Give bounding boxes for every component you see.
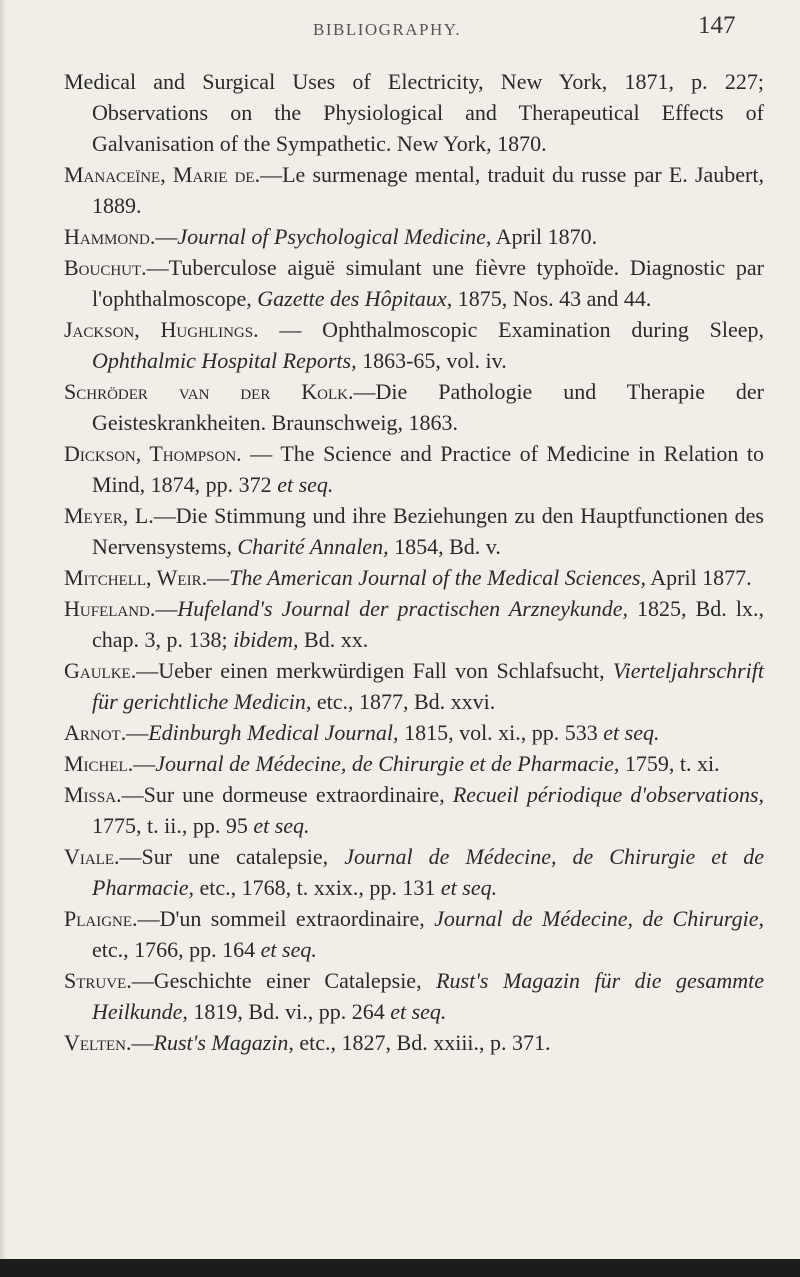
entry-title: Rust's Magazin,	[153, 1030, 294, 1055]
entry-text: etc., 1768, t. xxix., pp. 131	[194, 875, 441, 900]
page-edge-shadow	[0, 0, 6, 1277]
entry-author: Plaigne.	[64, 906, 138, 931]
entry-author: Mitchell, Weir.	[64, 565, 208, 590]
bibliography-entry	[64, 965, 764, 1027]
entry-text: —	[207, 565, 230, 590]
entry-author: Struve.	[64, 968, 132, 993]
entry-text: — The Science and Practice of Medicine in Relation to Mind, 1874, pp. 372	[92, 441, 764, 497]
entry-text: —Die Stimmung und ihre Beziehungen zu den Hauptfunctionen des Nervensystems,	[92, 503, 764, 559]
entry-author: Bouchut.	[64, 255, 147, 280]
entry-text: etc., 1877, Bd. xxvi.	[311, 689, 496, 714]
entry-text: —Le surmenage mental, traduit du russe par E. Jaubert, 1889.	[92, 162, 764, 218]
entry-text: 1854, Bd. v.	[388, 534, 501, 559]
entry-title: Journal de Médecine, de Chirurgie,	[434, 906, 764, 931]
bibliography-entry	[64, 841, 764, 903]
entry-title: Journal of Psychological Medicine,	[177, 224, 492, 249]
bibliography-entry	[64, 500, 764, 562]
entry-text: 1863-65, vol. iv.	[356, 348, 507, 373]
entry-text: etc., 1827, Bd. xxiii., p. 371.	[293, 1030, 551, 1055]
entry-title: Journal de Médecine, de Chirurgie et de Pharmacie,	[155, 751, 620, 776]
bibliography-entry	[64, 376, 764, 438]
entry-text: —Ueber einen merkwürdigen Fall von Schlafsucht,	[136, 658, 613, 683]
entry-author: Arnot.	[64, 720, 127, 745]
bibliography-entry	[64, 717, 764, 748]
entry-title: ibidem,	[233, 627, 299, 652]
entry-text: 1815, vol. xi., pp. 533	[398, 720, 604, 745]
bibliography-entry	[64, 903, 764, 965]
entry-title: Hufeland's Journal der practischen Arzneykunde,	[177, 596, 628, 621]
entry-title: et seq.	[603, 720, 660, 745]
bibliography-entry	[64, 66, 764, 159]
bibliography-entry	[64, 314, 764, 376]
entry-text: 1875, Nos. 43 and 44.	[452, 286, 652, 311]
entry-title: Journal de Médecine, de Chirurgie et de Pharmacie,	[92, 844, 764, 900]
entry-text: —Sur une dormeuse extraordinaire,	[121, 782, 453, 807]
entry-author: Viale.	[64, 844, 120, 869]
entry-author: Missa.	[64, 782, 122, 807]
entry-text: 1825, Bd. lx., chap. 3, p. 138;	[92, 596, 764, 652]
entry-text: —D'un sommeil extraordinaire,	[137, 906, 435, 931]
entry-title: et seq.	[260, 937, 317, 962]
bibliography-entry	[64, 252, 764, 314]
entry-text: 1759, t. xi.	[619, 751, 720, 776]
entry-text: 1775, t. ii., pp. 95	[92, 813, 254, 838]
entry-title: Recueil périodique d'observations,	[452, 782, 764, 807]
entry-text: —Die Pathologie und Therapie der Geisteskrankheiten. Braunschweig, 1863.	[92, 379, 764, 435]
entry-author: Meyer, L.	[64, 503, 154, 528]
bibliography-entry	[64, 1027, 764, 1058]
entry-author: Schröder van der Kolk.	[64, 379, 354, 404]
entry-title: Edinburgh Medical Journal,	[148, 720, 399, 745]
bibliography-entry	[64, 221, 764, 252]
bibliography-entry	[64, 593, 764, 655]
entry-author: Hufeland.	[64, 596, 156, 621]
entry-text: April 1877.	[645, 565, 752, 590]
bibliography-entry	[64, 655, 764, 717]
entry-text: —	[126, 720, 149, 745]
entry-text: 1819, Bd. vi., pp. 264	[187, 999, 391, 1024]
entry-text: —Geschichte einer Catalepsie,	[131, 968, 437, 993]
bibliography-entry	[64, 438, 764, 500]
entry-author: Gaulke.	[64, 658, 137, 683]
entry-title: et seq.	[390, 999, 447, 1024]
entry-title: Vierteljahrschrift für gerichtliche Medicin,	[92, 658, 764, 714]
entry-title: The American Journal of the Medical Sciences,	[229, 565, 646, 590]
entry-text: —	[133, 751, 156, 776]
entry-text: —Sur une catalepsie,	[119, 844, 345, 869]
entry-title: Charité Annalen,	[237, 534, 389, 559]
entry-author: Manaceïne, Marie de.	[64, 162, 261, 187]
entry-text: —	[155, 596, 178, 621]
entry-author: Jackson, Hughlings.	[64, 317, 259, 342]
scan-bottom-edge	[0, 1259, 800, 1277]
entry-text: etc., 1766, pp. 164	[92, 937, 261, 962]
entry-text: Bd. xx.	[298, 627, 369, 652]
bibliography-entry	[64, 779, 764, 841]
entry-text: —Tuberculose aiguë simulant une fièvre typhoïde. Diagnostic par l'ophthalmoscope,	[92, 255, 764, 311]
bibliography-entry	[64, 748, 764, 779]
bibliography-list	[64, 66, 764, 1058]
entry-title: Ophthalmic Hospital Reports,	[92, 348, 357, 373]
entry-text: Medical and Surgical Uses of Electricity, New York, 1871, p. 227; Observations on the Physiological and Therapeutical Effects of Galvanisation of the Sympathetic. New York, 1870.	[64, 69, 764, 156]
entry-title: Rust's Magazin für die gesammte Heilkunde,	[92, 968, 764, 1024]
entry-author: Dickson, Thompson.	[64, 441, 242, 466]
entry-text: — Ophthalmoscopic Examination during Sleep,	[258, 317, 764, 342]
entry-title: et seq.	[253, 813, 310, 838]
page-header	[0, 12, 800, 52]
entry-title: et seq.	[277, 472, 334, 497]
entry-title: Gazette des Hôpitaux,	[257, 286, 453, 311]
entry-text: —	[131, 1030, 154, 1055]
running-title: BIBLIOGRAPHY.	[313, 20, 462, 39]
entry-author: Michel.	[64, 751, 134, 776]
entry-text: April 1870.	[491, 224, 598, 249]
entry-author: Velten.	[64, 1030, 132, 1055]
entry-text: —	[155, 224, 178, 249]
entry-title: et seq.	[440, 875, 498, 900]
entry-author: Hammond.	[64, 224, 156, 249]
page-number: 147	[698, 12, 736, 39]
bibliography-entry	[64, 159, 764, 221]
bibliography-entry	[64, 562, 764, 593]
